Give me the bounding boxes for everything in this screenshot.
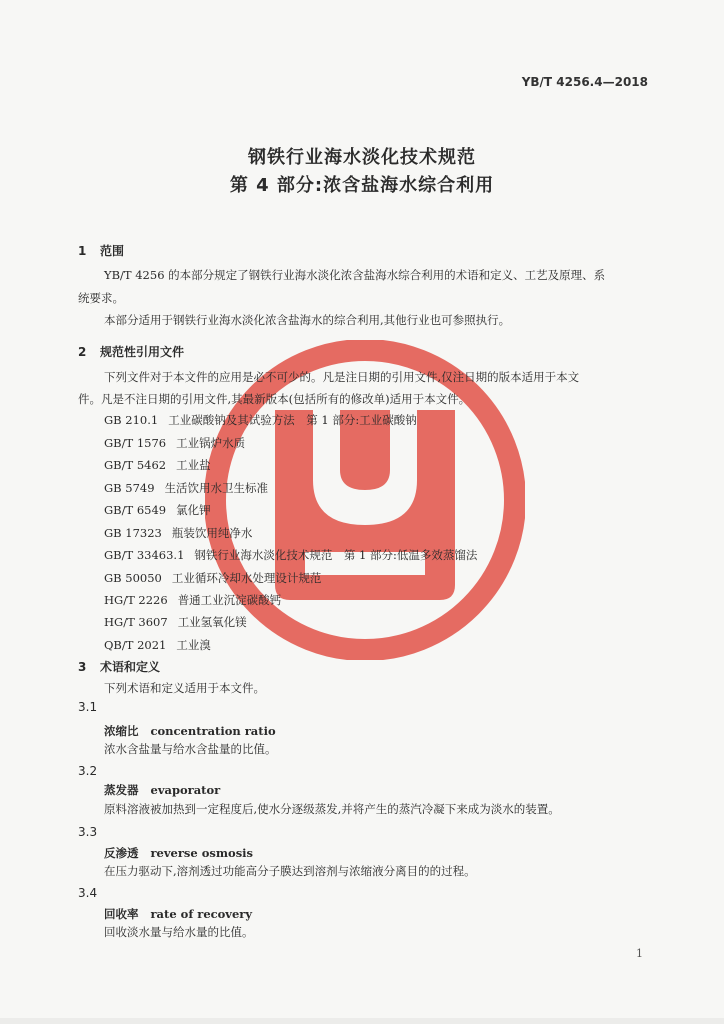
section-heading-scope: 1 范围	[78, 244, 125, 258]
term-number: 3.3	[78, 825, 98, 839]
reference-item: HG/T 3607 工业氢氧化镁	[104, 615, 247, 629]
term-entry: 浓缩比 concentration ratio	[104, 724, 276, 738]
publisher-logo-watermark	[205, 340, 525, 660]
term-entry: 反渗透 reverse osmosis	[104, 846, 254, 860]
reference-item: HG/T 2226 普通工业沉淀碳酸钙	[104, 593, 282, 607]
paragraph: 统要求。	[78, 291, 124, 305]
term-entry: 回收率 rate of recovery	[104, 907, 253, 921]
standard-code: YB/T 4256.4—2018	[521, 75, 648, 89]
reference-item: GB 210.1 工业碳酸钠及其试验方法 第 1 部分:工业碳酸钠	[104, 413, 417, 427]
term-number: 3.4	[78, 886, 98, 900]
term-definition: 原料溶液被加热到一定程度后,使水分逐级蒸发,并将产生的蒸汽冷凝下来成为淡水的装置。	[104, 802, 560, 816]
document-subtitle: 第 4 部分:浓含盐海水综合利用	[229, 175, 495, 196]
paragraph: 下列文件对于本文件的应用是必不可少的。凡是注日期的引用文件,仅注日期的版本适用于本文	[104, 370, 580, 384]
reference-item: GB 17323 瓶装饮用纯净水	[104, 526, 253, 540]
term-definition: 浓水含盐量与给水含盐量的比值。	[104, 742, 277, 756]
page-bottom-edge	[0, 1018, 724, 1024]
paragraph: 本部分适用于钢铁行业海水淡化浓含盐海水的综合利用,其他行业也可参照执行。	[104, 313, 511, 327]
reference-item: QB/T 2021 工业溴	[104, 638, 211, 652]
term-definition: 在压力驱动下,溶剂透过功能高分子膜达到溶剂与浓缩液分离目的的过程。	[104, 864, 476, 878]
page-number: 1	[636, 947, 643, 960]
document-title: 钢铁行业海水淡化技术规范	[248, 147, 476, 168]
reference-item: GB 5749 生活饮用水卫生标准	[104, 481, 269, 495]
reference-item: GB/T 33463.1 钢铁行业海水淡化技术规范 第 1 部分:低温多效蒸馏法	[104, 548, 478, 562]
reference-item: GB/T 5462 工业盐	[104, 458, 211, 472]
paragraph: 下列术语和定义适用于本文件。	[104, 681, 265, 695]
section-heading-terms: 3 术语和定义	[78, 660, 161, 674]
reference-item: GB 50050 工业循环冷却水处理设计规范	[104, 571, 322, 585]
paragraph: YB/T 4256 的本部分规定了钢铁行业海水淡化浓含盐海水综合利用的术语和定义、工艺及原理、系	[104, 268, 606, 282]
term-number: 3.1	[78, 700, 98, 714]
reference-item: GB/T 1576 工业锅炉水质	[104, 436, 246, 450]
term-entry: 蒸发器 evaporator	[104, 783, 221, 797]
term-number: 3.2	[78, 764, 98, 778]
term-definition: 回收淡水量与给水量的比值。	[104, 925, 254, 939]
paragraph: 件。凡是不注日期的引用文件,其最新版本(包括所有的修改单)适用于本文件。	[78, 392, 471, 406]
reference-item: GB/T 6549 氯化钾	[104, 503, 211, 517]
section-heading-normative-references: 2 规范性引用文件	[78, 345, 185, 359]
